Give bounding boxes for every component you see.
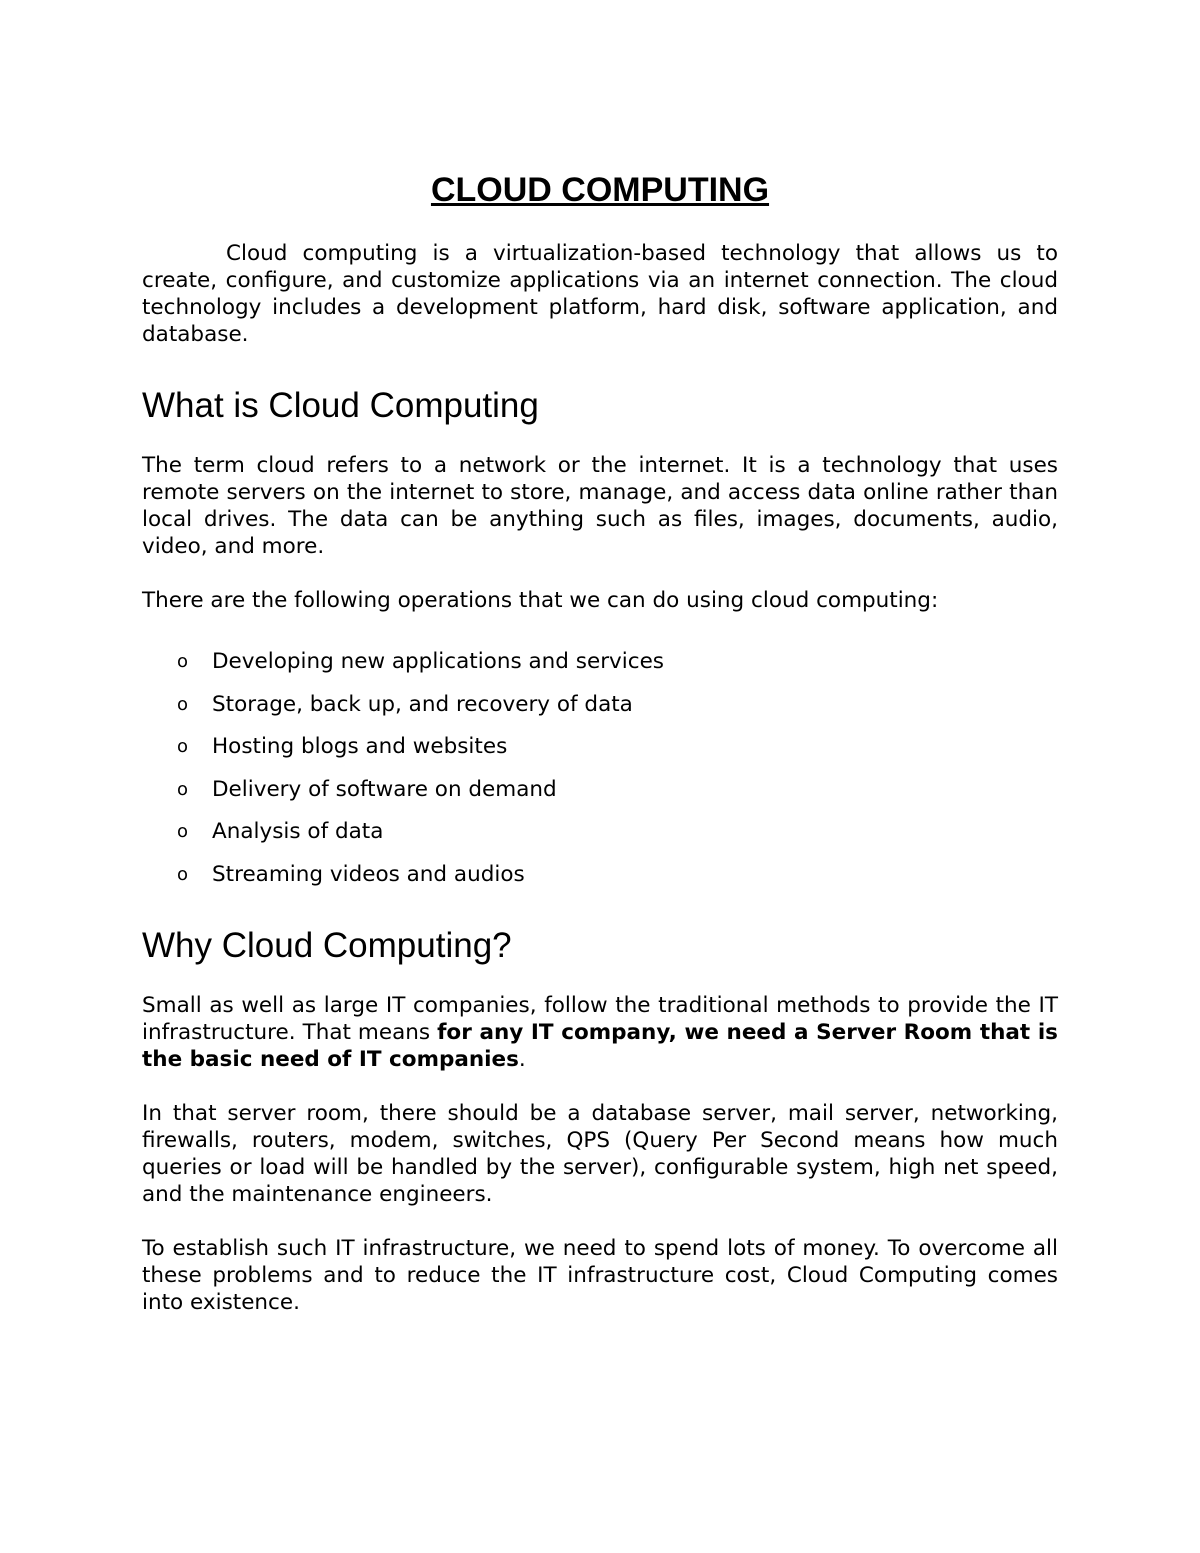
list-item [142,818,1058,845]
list-item [142,691,1058,718]
list-item [142,861,1058,888]
emphasized-text: for any IT company, we need a Server Room that is the basic need of IT companies [142,1019,1058,1072]
cost-paragraph: To establish such IT infrastructure, we need to spend lots of money. To overcome all these problems and to reduce the IT infrastructure cost, Cloud Computing comes into existence. [142,1235,1058,1315]
section-heading-why: Why Cloud Computing? [142,925,512,965]
list-item-text: Developing new applications and services [212,649,664,674]
bullet-marker: o [177,651,189,672]
server-room-paragraph [142,992,1058,1073]
list-item [142,776,1058,803]
list-item-text: Streaming videos and audios [212,861,525,887]
definition-paragraph: The term cloud refers to a network or the internet. It is a technology that uses remote servers on the internet to store, manage, and access data online rather than local drives. The data can be anything such as files, images, documents, audio, video, and more. [142,453,1058,559]
server-room-contents-paragraph: In that server room, there should be a database server, mail server, networking, firewalls, routers, modem, switches, QPS (Query Per Second means how much queries or load will be handled by the server), configurable system, high net speed, and the maintenance engineers. [142,1100,1058,1207]
paragraph-text-end: . [518,1046,526,1072]
list-item-text: Storage, back up, and recovery of data [212,691,633,717]
bullet-marker: o [177,821,189,842]
bullet-marker: o [177,693,189,715]
list-item-text: Analysis of data [212,819,384,844]
bullet-marker: o [177,736,189,757]
intro-paragraph: Cloud computing is a virtualization-based technology that allows us to create, configure, and customize applications via an internet connection. The cloud technology includes a development platform, hard disk, software application, and database. [142,241,1058,347]
list-item [142,648,1058,675]
document-title: CLOUD COMPUTING [430,171,770,209]
bullet-marker: o [177,778,189,800]
list-item-text: Delivery of software on demand [212,776,557,802]
operations-intro-paragraph: There are the following operations that we can do using cloud computing: [142,588,939,613]
section-heading-what-is: What is Cloud Computing [142,386,539,425]
list-item-text: Hosting blogs and websites [212,734,508,759]
document-page [142,170,1058,1316]
operations-list [142,648,1058,888]
paragraph-text-start: Small as well as large IT companies, follow the traditional methods to provide the IT infrastructure. That means [142,992,1058,1045]
bullet-marker: o [177,863,189,885]
list-item [142,733,1058,760]
